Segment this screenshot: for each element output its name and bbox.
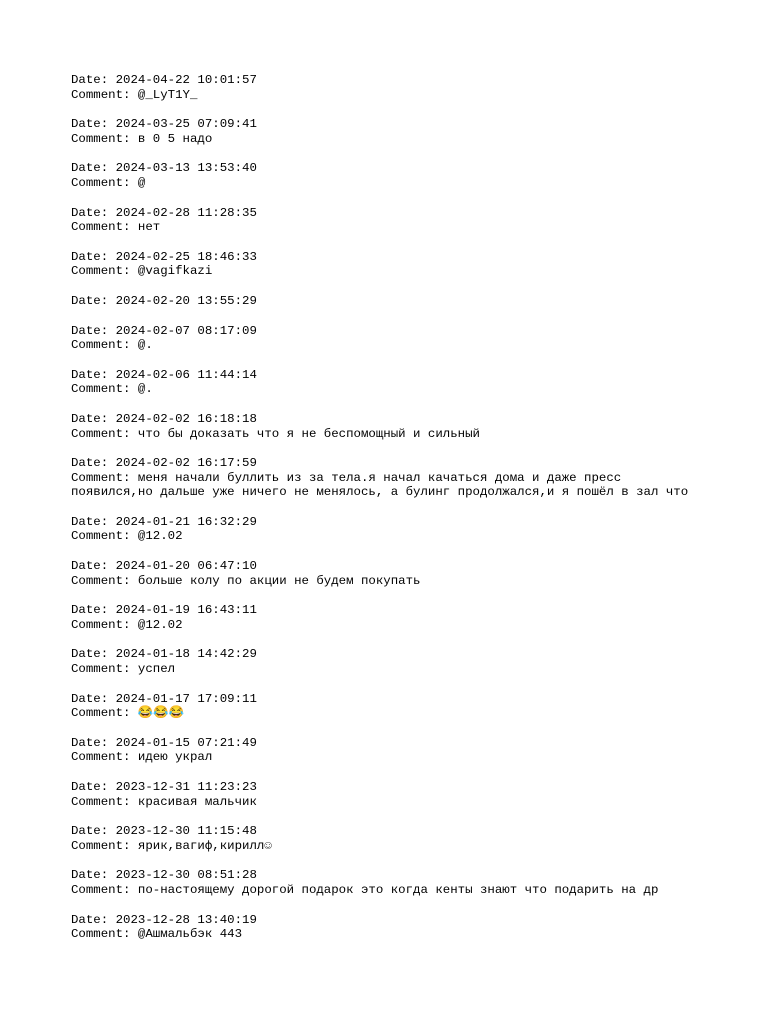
comment-date: Date: 2024-03-25 07:09:41 bbox=[71, 117, 257, 132]
comments-document bbox=[71, 73, 751, 957]
comment-date: Date: 2024-02-20 13:55:29 bbox=[71, 293, 257, 308]
comment-text: Comment: @12.02 bbox=[71, 529, 183, 544]
comment-date: Date: 2024-01-18 14:42:29 bbox=[71, 647, 257, 662]
comment-date: Date: 2023-12-30 11:15:48 bbox=[71, 824, 257, 839]
comment-date: Date: 2024-02-02 16:17:59 bbox=[71, 456, 257, 471]
comment-text: Comment: успел bbox=[71, 662, 176, 677]
comment-date: Date: 2024-02-06 11:44:14 bbox=[71, 367, 257, 382]
comment-entry bbox=[71, 456, 751, 500]
comment-text: Comment: идею украл bbox=[71, 750, 213, 765]
comment-date: Date: 2024-02-25 18:46:33 bbox=[71, 249, 257, 264]
comment-text: Comment: больше колу по акции не будем покупать bbox=[71, 573, 421, 588]
comment-entry bbox=[71, 368, 751, 397]
comment-entry bbox=[71, 647, 751, 676]
comment-text: Comment: в 0 5 надо bbox=[71, 131, 213, 146]
comment-entry bbox=[71, 161, 751, 190]
comment-text: Comment: нет bbox=[71, 220, 161, 235]
comment-text: Comment: @12.02 bbox=[71, 617, 183, 632]
comment-entry bbox=[71, 206, 751, 235]
comment-text: Comment: @Ашмальбэк 443 bbox=[71, 927, 243, 942]
comment-entry bbox=[71, 250, 751, 279]
comment-text: Comment: @. bbox=[71, 338, 153, 353]
comment-text: Comment: ярик,вагиф,кирилл☺ bbox=[71, 838, 272, 853]
comment-entry bbox=[71, 603, 751, 632]
comment-entry bbox=[71, 913, 751, 942]
comment-text: Comment: @ bbox=[71, 175, 146, 190]
comment-text: Comment: @vagifkazi bbox=[71, 264, 213, 279]
comment-date: Date: 2024-02-02 16:18:18 bbox=[71, 411, 257, 426]
comment-entry bbox=[71, 117, 751, 146]
comment-text: Comment: что бы доказать что я не беспомощный и сильный bbox=[71, 426, 480, 441]
comment-date: Date: 2024-02-07 08:17:09 bbox=[71, 323, 257, 338]
comment-entry bbox=[71, 294, 751, 309]
comment-entry bbox=[71, 692, 751, 721]
comment-date: Date: 2024-01-20 06:47:10 bbox=[71, 559, 257, 574]
comment-entry bbox=[71, 324, 751, 353]
comment-date: Date: 2024-01-15 07:21:49 bbox=[71, 735, 257, 750]
comment-text: Comment: меня начали буллить из за тела.я начал качаться дома и даже пресс bbox=[71, 470, 622, 485]
comment-date: Date: 2023-12-30 08:51:28 bbox=[71, 868, 257, 883]
comment-date: Date: 2024-04-22 10:01:57 bbox=[71, 73, 257, 87]
comment-date: Date: 2023-12-31 11:23:23 bbox=[71, 780, 257, 794]
comment-entry bbox=[71, 736, 751, 765]
comment-text: Comment: по-настоящему дорогой подарок это когда кенты знают что подарить на др bbox=[71, 882, 659, 897]
comment-text: Comment: @_LyT1Y_ bbox=[71, 87, 198, 102]
comment-entry bbox=[71, 824, 751, 853]
comment-entry bbox=[71, 780, 751, 809]
comment-date: Date: 2024-02-28 11:28:35 bbox=[71, 205, 257, 220]
comment-text-continued: появился,но дальше уже ничего не менялось, а булинг продолжался,и я пошёл в зал что bbox=[71, 485, 689, 500]
comment-entry bbox=[71, 515, 751, 544]
comment-date: Date: 2024-01-21 16:32:29 bbox=[71, 514, 257, 529]
comment-text: Comment: 😂😂😂 bbox=[71, 706, 185, 721]
comment-entry bbox=[71, 412, 751, 441]
comment-date: Date: 2023-12-28 13:40:19 bbox=[71, 912, 257, 927]
comment-entry bbox=[71, 868, 751, 897]
comment-text: Comment: красивая мальчик bbox=[71, 794, 257, 809]
comment-date: Date: 2024-01-19 16:43:11 bbox=[71, 603, 257, 618]
comment-date: Date: 2024-03-13 13:53:40 bbox=[71, 161, 257, 176]
comment-entry bbox=[71, 73, 751, 102]
comment-entry bbox=[71, 559, 751, 588]
comment-date: Date: 2024-01-17 17:09:11 bbox=[71, 691, 257, 706]
comment-text: Comment: @. bbox=[71, 382, 153, 397]
